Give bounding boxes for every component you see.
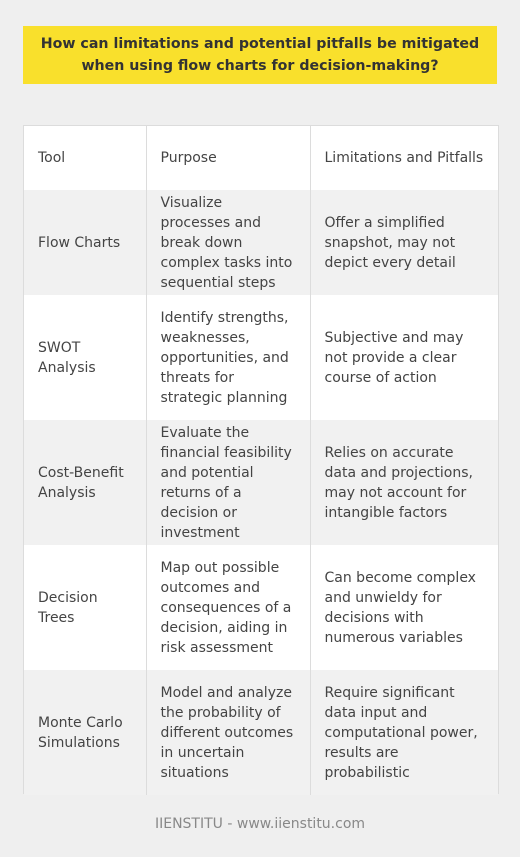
cell-purpose: Map out possible outcomes and consequences of a decision, aiding in risk assessment <box>146 545 310 670</box>
cell-purpose: Identify strengths, weaknesses, opportunities, and threats for strategic planning <box>146 295 310 420</box>
cell-limitations: Offer a simplified snapshot, may not depict every detail <box>310 190 498 295</box>
footer-credit: IIENSTITU - www.iienstitu.com <box>154 816 366 832</box>
cell-tool: Monte Carlo Simulations <box>24 670 146 795</box>
header-purpose: Purpose <box>146 126 310 190</box>
cell-limitations: Relies on accurate data and projections, may not account for intangible factors <box>310 420 498 545</box>
cell-limitations: Can become complex and unwieldy for decisions with numerous variables <box>310 545 498 670</box>
table-row <box>24 545 498 670</box>
comparison-table <box>23 125 499 794</box>
table-row <box>24 670 498 795</box>
cell-purpose: Visualize processes and break down complex tasks into sequential steps <box>146 190 310 295</box>
cell-tool: Cost-Benefit Analysis <box>24 420 146 545</box>
table-header-row <box>24 126 498 190</box>
question-title: How can limitations and potential pitfalls be mitigated when using flow charts for decision-making? <box>40 36 480 74</box>
table-row <box>24 420 498 545</box>
table-row <box>24 190 498 295</box>
cell-limitations: Subjective and may not provide a clear course of action <box>310 295 498 420</box>
cell-tool: Decision Trees <box>24 545 146 670</box>
header-tool: Tool <box>24 126 146 190</box>
question-banner <box>23 26 497 84</box>
cell-purpose: Evaluate the financial feasibility and potential returns of a decision or investment <box>146 420 310 545</box>
cell-purpose: Model and analyze the probability of different outcomes in uncertain situations <box>146 670 310 795</box>
cell-tool: Flow Charts <box>24 190 146 295</box>
cell-limitations: Require significant data input and computational power, results are probabilistic <box>310 670 498 795</box>
table-row <box>24 295 498 420</box>
cell-tool: SWOT Analysis <box>24 295 146 420</box>
comparison-table-grid <box>24 126 498 795</box>
header-limitations: Limitations and Pitfalls <box>310 126 498 190</box>
